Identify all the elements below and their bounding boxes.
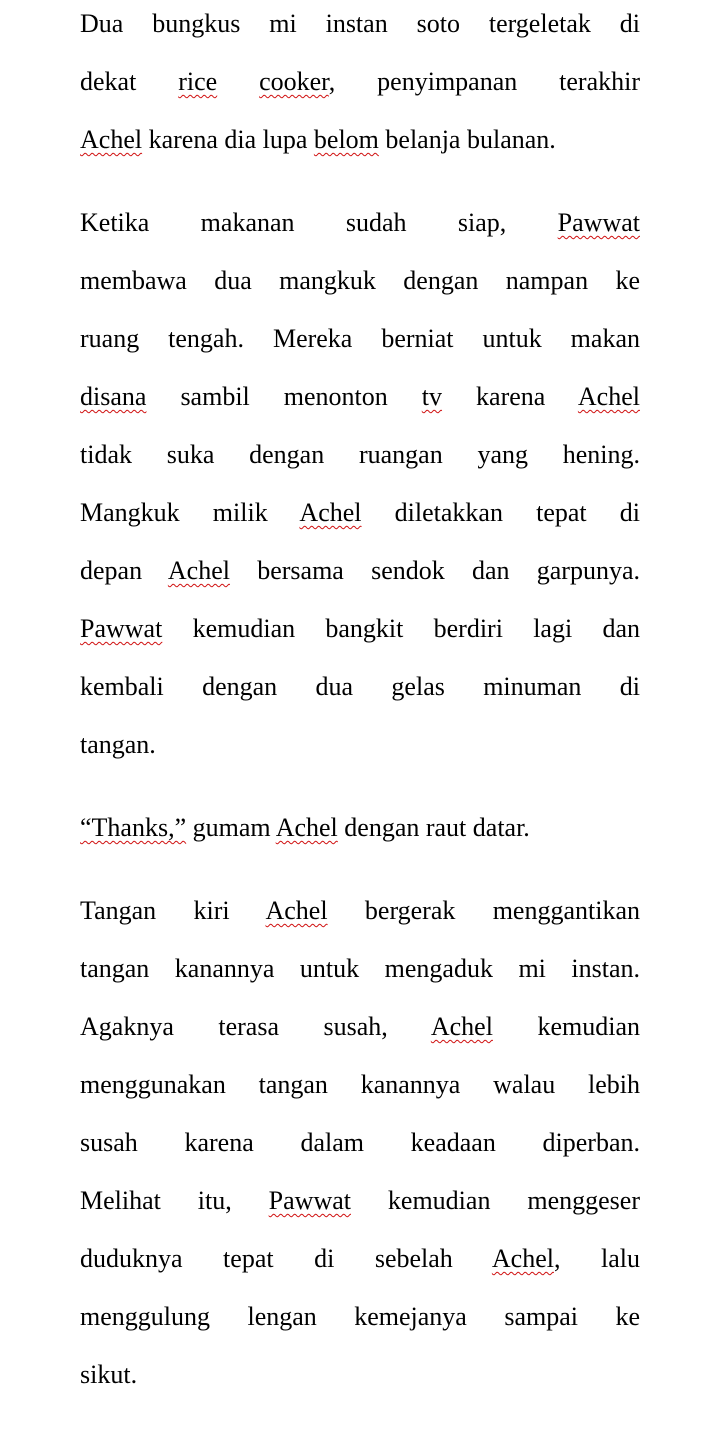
- text-line: [80, 667, 640, 707]
- text-segment: gumam: [186, 813, 276, 842]
- text-line: [80, 435, 640, 475]
- spellcheck-flagged-word: belom: [313, 125, 379, 154]
- text-segment: susah karena dalam keadaan diperban.: [80, 1128, 640, 1157]
- text-segment: bersama sendok dan garpunya.: [229, 556, 640, 585]
- text-line: [80, 725, 640, 765]
- spellcheck-flagged-word: Achel: [80, 125, 143, 154]
- text-line: [80, 609, 640, 649]
- text-segment: kemudian: [492, 1012, 640, 1041]
- text-line: [80, 4, 640, 44]
- text-line: [80, 377, 640, 417]
- text-segment: menggulung lengan kemejanya sampai ke: [80, 1302, 640, 1331]
- text-segment: diletakkan tepat di: [361, 498, 640, 527]
- text-segment: kembali dengan dua gelas minuman di: [80, 672, 640, 701]
- text-segment: kemudian menggeser: [351, 1186, 640, 1215]
- text-line: [80, 1181, 640, 1221]
- text-segment: , penyimpanan terakhir: [328, 67, 640, 96]
- text-segment: menggunakan tangan kanannya walau lebih: [80, 1070, 640, 1099]
- spellcheck-flagged-word: tv: [421, 382, 443, 411]
- text-line: [80, 1123, 640, 1163]
- text-line: [80, 949, 640, 989]
- text-line: [80, 1239, 640, 1279]
- spellcheck-flagged-word: rice: [178, 67, 218, 96]
- spellcheck-flagged-word: Achel: [491, 1244, 554, 1273]
- text-line: [80, 493, 640, 533]
- text-segment: duduknya tepat di sebelah: [80, 1244, 492, 1273]
- text-segment: sambil menonton: [146, 382, 422, 411]
- spellcheck-flagged-word: Achel: [430, 1012, 493, 1041]
- text-segment: dekat: [80, 67, 179, 96]
- text-segment: dengan raut datar.: [337, 813, 530, 842]
- spellcheck-flagged-word: Achel: [265, 896, 328, 925]
- spellcheck-flagged-word: Achel: [577, 382, 640, 411]
- text-line: [80, 203, 640, 243]
- text-segment: belanja bulanan.: [378, 125, 556, 154]
- text-line: [80, 1007, 640, 1047]
- text-line: [80, 1065, 640, 1105]
- spellcheck-flagged-word: Pawwat: [557, 208, 640, 237]
- text-segment: tangan kanannya untuk mengaduk mi instan.: [80, 954, 640, 983]
- text-segment: bergerak menggantikan: [327, 896, 640, 925]
- text-segment: tidak suka dengan ruangan yang hening.: [80, 440, 640, 469]
- text-line: [80, 808, 640, 848]
- text-segment: ruang tengah. Mereka berniat untuk makan: [80, 324, 640, 353]
- text-segment: karena dia lupa: [142, 125, 314, 154]
- spellcheck-flagged-word: disana: [80, 382, 147, 411]
- spellcheck-flagged-word: Pawwat: [268, 1186, 351, 1215]
- text-segment: Tangan kiri: [80, 896, 266, 925]
- text-segment: Mangkuk milik: [80, 498, 300, 527]
- spellcheck-flagged-word: cooker: [259, 67, 329, 96]
- text-line: [80, 261, 640, 301]
- spellcheck-flagged-word: Pawwat: [80, 614, 163, 643]
- text-segment: Agaknya terasa susah,: [80, 1012, 431, 1041]
- text-segment: [217, 67, 259, 96]
- text-line: [80, 1355, 640, 1395]
- text-line: [80, 120, 640, 160]
- text-segment: Dua bungkus mi instan soto tergeletak di: [80, 9, 640, 38]
- text-segment: membawa dua mangkuk dengan nampan ke: [80, 266, 640, 295]
- text-line: [80, 891, 640, 931]
- text-line: [80, 62, 640, 102]
- text-line: [80, 551, 640, 591]
- text-segment: , lalu: [553, 1244, 640, 1273]
- text-segment: kemudian bangkit berdiri lagi dan: [162, 614, 640, 643]
- text-segment: Melihat itu,: [80, 1186, 269, 1215]
- text-segment: depan: [80, 556, 168, 585]
- spellcheck-flagged-word: “Thanks,”: [80, 813, 187, 842]
- text-segment: tangan.: [80, 730, 156, 759]
- text-line: [80, 319, 640, 359]
- text-line: [80, 1297, 640, 1337]
- spellcheck-flagged-word: Achel: [299, 498, 362, 527]
- text-segment: sikut.: [80, 1360, 138, 1389]
- spellcheck-flagged-word: Achel: [167, 556, 230, 585]
- spellcheck-flagged-word: Achel: [275, 813, 338, 842]
- text-segment: karena: [442, 382, 578, 411]
- text-segment: Ketika makanan sudah siap,: [80, 208, 558, 237]
